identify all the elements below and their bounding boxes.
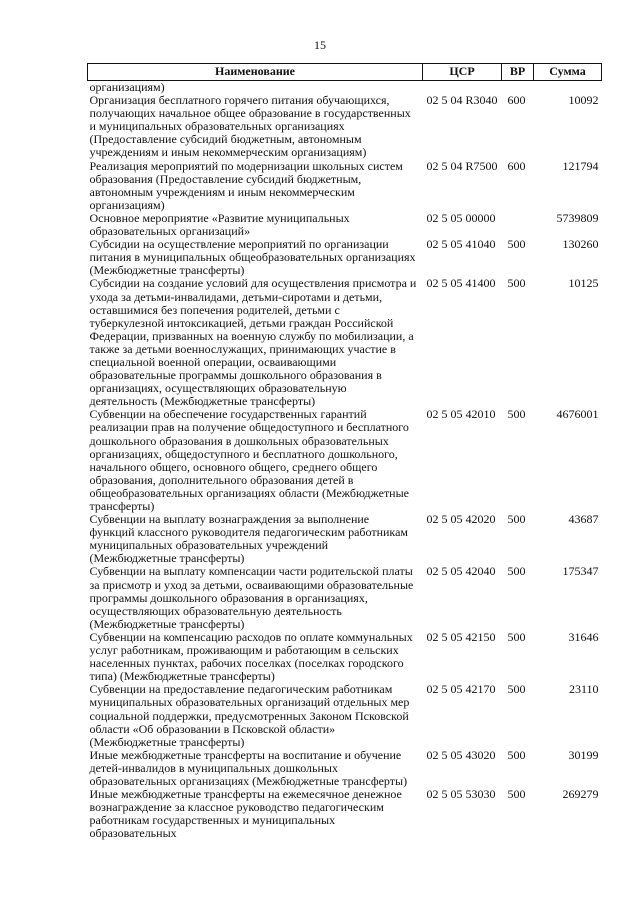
- table-header-row: [88, 64, 602, 81]
- cell-name: Организация бесплатного горячего питания обучающихся, получающих начальное общее образование в государственных и муниципальных образовательных организациях (Предоставление субсидий бюджетным, автономным учреждениям и иным некоммерческим организациям): [89, 93, 411, 160]
- cell-name: Субсидии на осуществление мероприятий по организации питания в муниципальных общеобразовательных организациях (Межбюджетные трансферты): [89, 237, 416, 278]
- cell-name: Субвенции на обеспечение государственных гарантий реализации прав на получение общедоступного и бесплатного дошкольного образования в дошкольных образовательных организациях, общедоступного и бесплатного дошкольного, начального общего, основного общего, среднего общего образования, дополнительного образования детей в общеобразовательных организациях области (Межбюджетные трансферты): [89, 407, 409, 513]
- cell-csr: 02 5 05 42020: [426, 512, 496, 527]
- table-row: [88, 565, 602, 630]
- cell-vr: 500: [507, 682, 526, 697]
- table-row: [88, 749, 602, 788]
- cell-sum: 30199: [568, 747, 599, 762]
- cell-name: Иные межбюджетные трансферты на воспитание и обучение детей-инвалидов в муниципальных дошкольных образовательных организациях (Межбюджетные трансферты): [89, 747, 408, 788]
- table-body: [88, 81, 602, 841]
- cell-sum: 269279: [562, 787, 599, 802]
- table-row: [88, 408, 602, 513]
- cell-name: Субвенции на компенсацию расходов по оплате коммунальных услуг работникам, проживающим и работающим в сельских населенных пунктах, рабочих поселках (поселках городского типа) (Межбюджетные трансферты): [89, 629, 413, 684]
- cell-vr: [502, 212, 534, 238]
- cell-csr: 02 5 05 42150: [426, 629, 496, 644]
- page-number: 15: [314, 38, 326, 52]
- cell-vr: 500: [507, 747, 526, 762]
- table-row: [88, 238, 602, 277]
- cell-name: Субвенции на выплату компенсации части родительской платы за присмотр и уход за детьми, осваивающими образовательные программы дошкольного образования в организациях, осуществляющих образовательную деятельность (Межбюджетные трансферты): [89, 564, 414, 631]
- cell-vr: 500: [507, 787, 526, 802]
- cell-vr: [502, 81, 534, 95]
- table-row: [88, 81, 602, 95]
- cell-vr: 500: [507, 629, 526, 644]
- cell-name: Реализация мероприятий по модернизации школьных систем образования (Предоставление субсидий бюджетным, автономным учреждениям и иным некоммерческим организациям): [89, 158, 403, 212]
- table-row: [88, 683, 602, 748]
- cell-sum: 10125: [568, 276, 599, 291]
- cell-sum: 121794: [562, 158, 599, 173]
- cell-name: организациям): [89, 80, 165, 94]
- header-csr: ЦСР: [423, 64, 502, 81]
- cell-vr: 600: [507, 93, 526, 108]
- cell-vr: 500: [507, 564, 526, 579]
- cell-sum: 43687: [568, 512, 599, 527]
- cell-csr: 02 5 05 43020: [426, 747, 496, 762]
- cell-sum: 175347: [562, 564, 599, 579]
- cell-csr: 02 5 05 42040: [426, 564, 496, 579]
- cell-vr: 500: [507, 512, 526, 527]
- cell-csr: 02 5 05 00000: [426, 210, 496, 225]
- cell-name: Субвенции на выплату вознаграждения за выполнение функций классного руководителя педагогическим работникам муниципальных образовательных учреждений (Межбюджетные трансферты): [89, 512, 408, 566]
- header-vr: ВР: [502, 64, 534, 81]
- table-row: [88, 277, 602, 408]
- cell-csr: 02 5 05 42170: [426, 682, 496, 697]
- budget-table: [87, 63, 602, 840]
- cell-name: Основное мероприятие «Развитие муниципальных образовательных организаций»: [89, 210, 350, 239]
- cell-csr: 02 5 04 R7500: [426, 158, 498, 173]
- cell-csr: [423, 81, 502, 95]
- cell-csr: 02 5 05 42010: [426, 407, 496, 422]
- cell-sum: 130260: [562, 237, 599, 252]
- cell-sum: 23110: [568, 682, 599, 697]
- cell-sum: 5739809: [556, 210, 599, 225]
- cell-name: Иные межбюджетные трансферты на ежемесячное денежное вознаграждение за классное руководство педагогическим работникам государственных и муниципальных образовательных: [89, 787, 402, 841]
- header-name: Наименование: [88, 64, 423, 81]
- cell-vr: 600: [507, 158, 526, 173]
- cell-vr: 500: [507, 407, 526, 422]
- cell-name: Субсидии на создание условий для осуществления присмотра и ухода за детьми-инвалидами, детьми-сиротами и детьми, оставшимися без попечения родителей, детьми с туберкулезной интоксикацией, детьми граждан Российской Федерации, призванных на военную службу по мобилизации, а также за детьми военнослужащих, принимающих участие в специальной военной операции, осваивающими образовательные программы дошкольного образования в организациях, осуществляющих образовательную деятельность (Межбюджетные трансферты): [89, 276, 417, 409]
- cell-name: Субвенции на предоставление педагогическим работникам муниципальных образовательных организаций отдельных мер социальной поддержки, предусмотренных Законом Псковской области «Об образовании в Псковской области» (Межбюджетные трансферты): [89, 682, 410, 749]
- table-row: [88, 94, 602, 159]
- table-row: [88, 513, 602, 565]
- cell-sum: 4676001: [556, 407, 599, 422]
- cell-sum: 31646: [568, 629, 599, 644]
- table-row: [88, 160, 602, 212]
- cell-sum: [534, 81, 602, 95]
- cell-csr: 02 5 05 53030: [426, 787, 496, 802]
- cell-csr: 02 5 04 R3040: [426, 93, 498, 108]
- table-row: [88, 631, 602, 683]
- cell-vr: 500: [507, 237, 526, 252]
- cell-csr: 02 5 05 41400: [426, 276, 496, 291]
- cell-sum: 10092: [568, 93, 599, 108]
- table-row: [88, 788, 602, 840]
- header-sum: Сумма: [534, 64, 602, 81]
- cell-csr: 02 5 05 41040: [426, 237, 496, 252]
- cell-vr: 500: [507, 276, 526, 291]
- table-row: [88, 212, 602, 238]
